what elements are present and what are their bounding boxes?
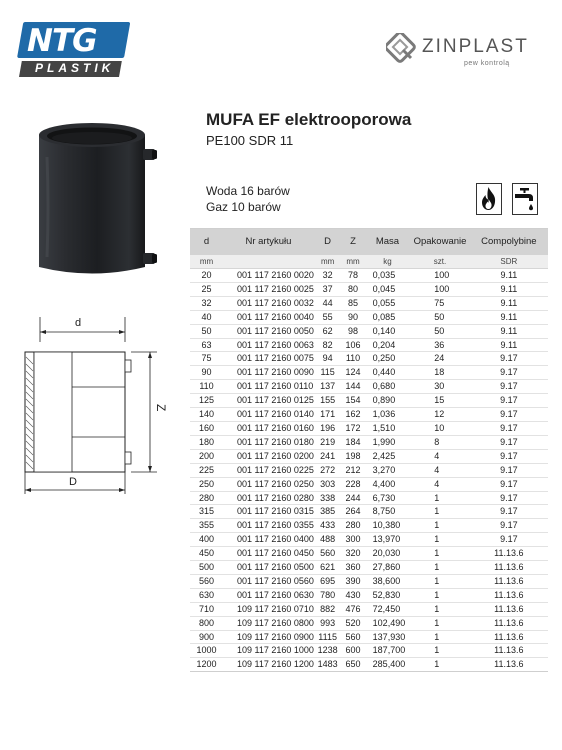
table-row <box>190 366 548 380</box>
table-row <box>190 547 548 561</box>
cell-D: 171 <box>314 408 341 422</box>
product-photo <box>17 117 186 283</box>
cell-sdr: 9.11 <box>470 282 548 296</box>
pressure-gas: Gaz 10 barów <box>206 200 281 214</box>
table-row <box>190 463 548 477</box>
header-mass: Masa <box>365 229 411 256</box>
cell-article: 001 117 2160 0090 <box>223 366 314 380</box>
table-row <box>190 491 548 505</box>
cell-mass: 2,425 <box>365 449 411 463</box>
cell-d: 1200 <box>190 658 223 672</box>
cell-package: 4 <box>410 477 469 491</box>
cell-d: 140 <box>190 408 223 422</box>
cell-D: 219 <box>314 435 341 449</box>
table-row <box>190 408 548 422</box>
cell-sdr: 9.17 <box>470 366 548 380</box>
cell-article: 001 117 2160 0400 <box>223 533 314 547</box>
cell-d: 225 <box>190 463 223 477</box>
header-d: d <box>190 229 223 256</box>
cell-article: 001 117 2160 0250 <box>223 477 314 491</box>
cell-mass: 38,600 <box>365 574 411 588</box>
zinplast-mark-icon <box>386 33 416 63</box>
cell-D: 1483 <box>314 658 341 672</box>
cell-D: 1238 <box>314 644 341 658</box>
cell-D: 32 <box>314 269 341 283</box>
cell-package: 18 <box>410 366 469 380</box>
zinplast-name: ZINPLAST <box>422 36 529 57</box>
cell-package: 1 <box>410 588 469 602</box>
table-row <box>190 352 548 366</box>
cell-d: 900 <box>190 630 223 644</box>
cell-D: 560 <box>314 547 341 561</box>
cell-D: 488 <box>314 533 341 547</box>
cell-Z: 280 <box>341 519 364 533</box>
cell-article: 001 117 2160 0355 <box>223 519 314 533</box>
cell-d: 800 <box>190 616 223 630</box>
cell-D: 44 <box>314 296 341 310</box>
label-z: Z <box>154 404 168 412</box>
cell-sdr: 11.13.6 <box>470 574 548 588</box>
cell-Z: 520 <box>341 616 364 630</box>
cell-package: 4 <box>410 449 469 463</box>
cell-d: 560 <box>190 574 223 588</box>
cell-d: 90 <box>190 366 223 380</box>
cell-D: 241 <box>314 449 341 463</box>
cell-sdr: 9.17 <box>470 519 548 533</box>
cell-d: 200 <box>190 449 223 463</box>
cell-mass: 3,270 <box>365 463 411 477</box>
cell-d: 50 <box>190 324 223 338</box>
cell-Z: 162 <box>341 408 364 422</box>
cell-d: 20 <box>190 269 223 283</box>
cell-article: 001 117 2160 0450 <box>223 547 314 561</box>
cell-mass: 4,400 <box>365 477 411 491</box>
cell-mass: 0,140 <box>365 324 411 338</box>
header-Z: Z <box>341 229 364 256</box>
cell-sdr: 9.17 <box>470 408 548 422</box>
table-row <box>190 477 548 491</box>
cell-D: 303 <box>314 477 341 491</box>
cell-sdr: 11.13.6 <box>470 644 548 658</box>
cell-d: 40 <box>190 310 223 324</box>
cell-package: 4 <box>410 463 469 477</box>
cell-article: 001 117 2160 0200 <box>223 449 314 463</box>
cell-Z: 106 <box>341 338 364 352</box>
table-row <box>190 561 548 575</box>
cell-D: 993 <box>314 616 341 630</box>
cell-mass: 1,510 <box>365 421 411 435</box>
cell-d: 250 <box>190 477 223 491</box>
cell-article: 001 117 2160 0110 <box>223 380 314 394</box>
cell-D: 882 <box>314 602 341 616</box>
cell-Z: 560 <box>341 630 364 644</box>
cell-D: 82 <box>314 338 341 352</box>
table-row <box>190 588 548 602</box>
cell-article: 001 117 2160 0630 <box>223 588 314 602</box>
cell-sdr: 9.17 <box>470 394 548 408</box>
cell-article: 001 117 2160 0280 <box>223 491 314 505</box>
cell-d: 110 <box>190 380 223 394</box>
cell-sdr: 9.17 <box>470 505 548 519</box>
cell-sdr: 9.11 <box>470 296 548 310</box>
cell-sdr: 9.17 <box>470 435 548 449</box>
cell-sdr: 9.17 <box>470 449 548 463</box>
cell-Z: 198 <box>341 449 364 463</box>
cell-mass: 0,440 <box>365 366 411 380</box>
cell-D: 137 <box>314 380 341 394</box>
cell-package: 1 <box>410 644 469 658</box>
cell-package: 1 <box>410 533 469 547</box>
cell-D: 272 <box>314 463 341 477</box>
header-package: Opakowanie <box>410 229 469 256</box>
cell-sdr: 9.17 <box>470 477 548 491</box>
cell-D: 338 <box>314 491 341 505</box>
cell-package: 1 <box>410 602 469 616</box>
cell-sdr: 9.11 <box>470 338 548 352</box>
label-D-big: D <box>69 476 77 488</box>
unit-article <box>223 255 314 269</box>
cell-mass: 0,250 <box>365 352 411 366</box>
pressure-water: Woda 16 barów <box>206 184 290 198</box>
table-row <box>190 394 548 408</box>
cell-package: 30 <box>410 380 469 394</box>
cell-mass: 1,036 <box>365 408 411 422</box>
table-header-row <box>190 229 548 256</box>
cell-sdr: 11.13.6 <box>470 602 548 616</box>
cell-Z: 172 <box>341 421 364 435</box>
cell-Z: 430 <box>341 588 364 602</box>
table-row <box>190 449 548 463</box>
cell-mass: 0,045 <box>365 282 411 296</box>
cell-D: 1115 <box>314 630 341 644</box>
cell-Z: 390 <box>341 574 364 588</box>
cell-Z: 360 <box>341 561 364 575</box>
unit-d: mm <box>190 255 223 269</box>
cell-sdr: 11.13.6 <box>470 630 548 644</box>
header-sdr: Compolybine <box>470 229 548 256</box>
cell-Z: 154 <box>341 394 364 408</box>
cell-package: 1 <box>410 491 469 505</box>
cell-article: 001 117 2160 0075 <box>223 352 314 366</box>
table-unit-row <box>190 255 548 269</box>
product-subtitle: PE100 SDR 11 <box>206 133 294 148</box>
table-row <box>190 644 548 658</box>
cell-sdr: 9.11 <box>470 310 548 324</box>
table-row <box>190 380 548 394</box>
cell-mass: 137,930 <box>365 630 411 644</box>
cell-D: 780 <box>314 588 341 602</box>
cell-sdr: 9.17 <box>470 352 548 366</box>
cell-Z: 98 <box>341 324 364 338</box>
cell-package: 1 <box>410 630 469 644</box>
cell-d: 630 <box>190 588 223 602</box>
cell-article: 001 117 2160 0032 <box>223 296 314 310</box>
cell-sdr: 9.17 <box>470 463 548 477</box>
cell-Z: 650 <box>341 658 364 672</box>
product-table <box>190 228 548 672</box>
cell-d: 32 <box>190 296 223 310</box>
cell-mass: 0,055 <box>365 296 411 310</box>
cell-package: 100 <box>410 282 469 296</box>
cell-package: 1 <box>410 561 469 575</box>
cell-package: 15 <box>410 394 469 408</box>
table-row <box>190 616 548 630</box>
cell-article: 001 117 2160 0315 <box>223 505 314 519</box>
cell-D: 621 <box>314 561 341 575</box>
cell-sdr: 9.17 <box>470 380 548 394</box>
unit-sdr: SDR <box>470 255 548 269</box>
cell-sdr: 11.13.6 <box>470 547 548 561</box>
cell-package: 1 <box>410 519 469 533</box>
cell-mass: 0,204 <box>365 338 411 352</box>
cell-article: 001 117 2160 0063 <box>223 338 314 352</box>
cell-article: 001 117 2160 0040 <box>223 310 314 324</box>
cell-Z: 212 <box>341 463 364 477</box>
cell-d: 125 <box>190 394 223 408</box>
table-row <box>190 533 548 547</box>
table-row <box>190 324 548 338</box>
cell-Z: 264 <box>341 505 364 519</box>
unit-mass: kg <box>365 255 411 269</box>
header-D: D <box>314 229 341 256</box>
cell-Z: 110 <box>341 352 364 366</box>
header-article: Nr artykułu <box>223 229 314 256</box>
cell-d: 1000 <box>190 644 223 658</box>
cell-Z: 124 <box>341 366 364 380</box>
table-row <box>190 658 548 672</box>
table-row <box>190 574 548 588</box>
cell-package: 50 <box>410 310 469 324</box>
cell-package: 10 <box>410 421 469 435</box>
cell-package: 1 <box>410 505 469 519</box>
table-row <box>190 602 548 616</box>
product-title: MUFA EF elektrooporowa <box>206 110 412 129</box>
cell-D: 385 <box>314 505 341 519</box>
cell-package: 36 <box>410 338 469 352</box>
unit-package: szt. <box>410 255 469 269</box>
cell-mass: 72,450 <box>365 602 411 616</box>
cell-D: 62 <box>314 324 341 338</box>
cell-D: 37 <box>314 282 341 296</box>
table-row <box>190 282 548 296</box>
cell-article: 001 117 2160 0050 <box>223 324 314 338</box>
ntg-logo-subtitle: PLASTIK <box>35 61 115 75</box>
cell-sdr: 11.13.6 <box>470 658 548 672</box>
cell-d: 400 <box>190 533 223 547</box>
cell-mass: 285,400 <box>365 658 411 672</box>
cell-article: 001 117 2160 0125 <box>223 394 314 408</box>
cell-D: 433 <box>314 519 341 533</box>
cell-mass: 0,085 <box>365 310 411 324</box>
cell-D: 196 <box>314 421 341 435</box>
zinplast-tagline: pew kontrolą <box>464 60 510 67</box>
table-row <box>190 435 548 449</box>
cell-D: 94 <box>314 352 341 366</box>
cell-sdr: 11.13.6 <box>470 561 548 575</box>
cell-sdr: 9.17 <box>470 491 548 505</box>
cell-package: 100 <box>410 269 469 283</box>
cell-mass: 13,970 <box>365 533 411 547</box>
cell-package: 50 <box>410 324 469 338</box>
cell-d: 63 <box>190 338 223 352</box>
cell-mass: 0,890 <box>365 394 411 408</box>
unit-D: mm <box>314 255 341 269</box>
cell-article: 001 117 2160 0140 <box>223 408 314 422</box>
cell-Z: 144 <box>341 380 364 394</box>
cell-Z: 85 <box>341 296 364 310</box>
cell-Z: 300 <box>341 533 364 547</box>
cell-d: 355 <box>190 519 223 533</box>
cell-Z: 244 <box>341 491 364 505</box>
cell-article: 001 117 2160 0560 <box>223 574 314 588</box>
cell-article: 001 117 2160 0180 <box>223 435 314 449</box>
cell-d: 25 <box>190 282 223 296</box>
cell-mass: 187,700 <box>365 644 411 658</box>
cell-d: 75 <box>190 352 223 366</box>
table-row <box>190 505 548 519</box>
cell-mass: 8,750 <box>365 505 411 519</box>
cell-d: 710 <box>190 602 223 616</box>
cell-Z: 320 <box>341 547 364 561</box>
cell-sdr: 9.11 <box>470 269 548 283</box>
cell-article: 109 117 2160 1000 <box>223 644 314 658</box>
cell-package: 1 <box>410 547 469 561</box>
cell-article: 109 117 2160 0900 <box>223 630 314 644</box>
cell-article: 001 117 2160 0225 <box>223 463 314 477</box>
cell-d: 160 <box>190 421 223 435</box>
cell-mass: 10,380 <box>365 519 411 533</box>
zinplast-logo <box>386 33 546 73</box>
technical-drawing <box>17 312 192 497</box>
cell-Z: 228 <box>341 477 364 491</box>
cell-D: 695 <box>314 574 341 588</box>
flame-icon <box>476 183 502 215</box>
cell-sdr: 11.13.6 <box>470 588 548 602</box>
cell-D: 55 <box>314 310 341 324</box>
cell-d: 450 <box>190 547 223 561</box>
cell-article: 001 117 2160 0500 <box>223 561 314 575</box>
cell-Z: 78 <box>341 269 364 283</box>
cell-mass: 0,035 <box>365 269 411 283</box>
cell-D: 155 <box>314 394 341 408</box>
cell-package: 75 <box>410 296 469 310</box>
table-row <box>190 519 548 533</box>
cell-sdr: 9.17 <box>470 421 548 435</box>
cell-mass: 20,030 <box>365 547 411 561</box>
cell-package: 1 <box>410 574 469 588</box>
cell-sdr: 9.17 <box>470 533 548 547</box>
cell-d: 500 <box>190 561 223 575</box>
cell-mass: 52,830 <box>365 588 411 602</box>
cell-package: 1 <box>410 658 469 672</box>
cell-article: 109 117 2160 0710 <box>223 602 314 616</box>
cell-d: 315 <box>190 505 223 519</box>
label-d: d <box>75 317 82 329</box>
cell-package: 24 <box>410 352 469 366</box>
cell-Z: 90 <box>341 310 364 324</box>
cell-d: 180 <box>190 435 223 449</box>
cell-mass: 27,860 <box>365 561 411 575</box>
water-tap-icon <box>512 183 538 215</box>
table-row <box>190 296 548 310</box>
table-row <box>190 338 548 352</box>
cell-mass: 6,730 <box>365 491 411 505</box>
unit-Z: mm <box>341 255 364 269</box>
cell-mass: 0,680 <box>365 380 411 394</box>
cell-article: 001 117 2160 0025 <box>223 282 314 296</box>
cell-mass: 1,990 <box>365 435 411 449</box>
table-row <box>190 310 548 324</box>
cell-article: 109 117 2160 0800 <box>223 616 314 630</box>
cell-sdr: 9.11 <box>470 324 548 338</box>
cell-mass: 102,490 <box>365 616 411 630</box>
ntg-plastik-logo <box>17 22 124 80</box>
table-row <box>190 421 548 435</box>
ntg-logo-text: NTG <box>27 23 97 59</box>
table-row <box>190 269 548 283</box>
cell-article: 001 117 2160 0020 <box>223 269 314 283</box>
cell-Z: 80 <box>341 282 364 296</box>
cell-article: 109 117 2160 1200 <box>223 658 314 672</box>
cell-Z: 184 <box>341 435 364 449</box>
cell-d: 280 <box>190 491 223 505</box>
table-row <box>190 630 548 644</box>
cell-article: 001 117 2160 0160 <box>223 421 314 435</box>
cell-package: 1 <box>410 616 469 630</box>
cell-package: 8 <box>410 435 469 449</box>
cell-package: 12 <box>410 408 469 422</box>
cell-Z: 476 <box>341 602 364 616</box>
cell-Z: 600 <box>341 644 364 658</box>
cell-D: 115 <box>314 366 341 380</box>
cell-sdr: 11.13.6 <box>470 616 548 630</box>
table-body <box>190 269 548 672</box>
